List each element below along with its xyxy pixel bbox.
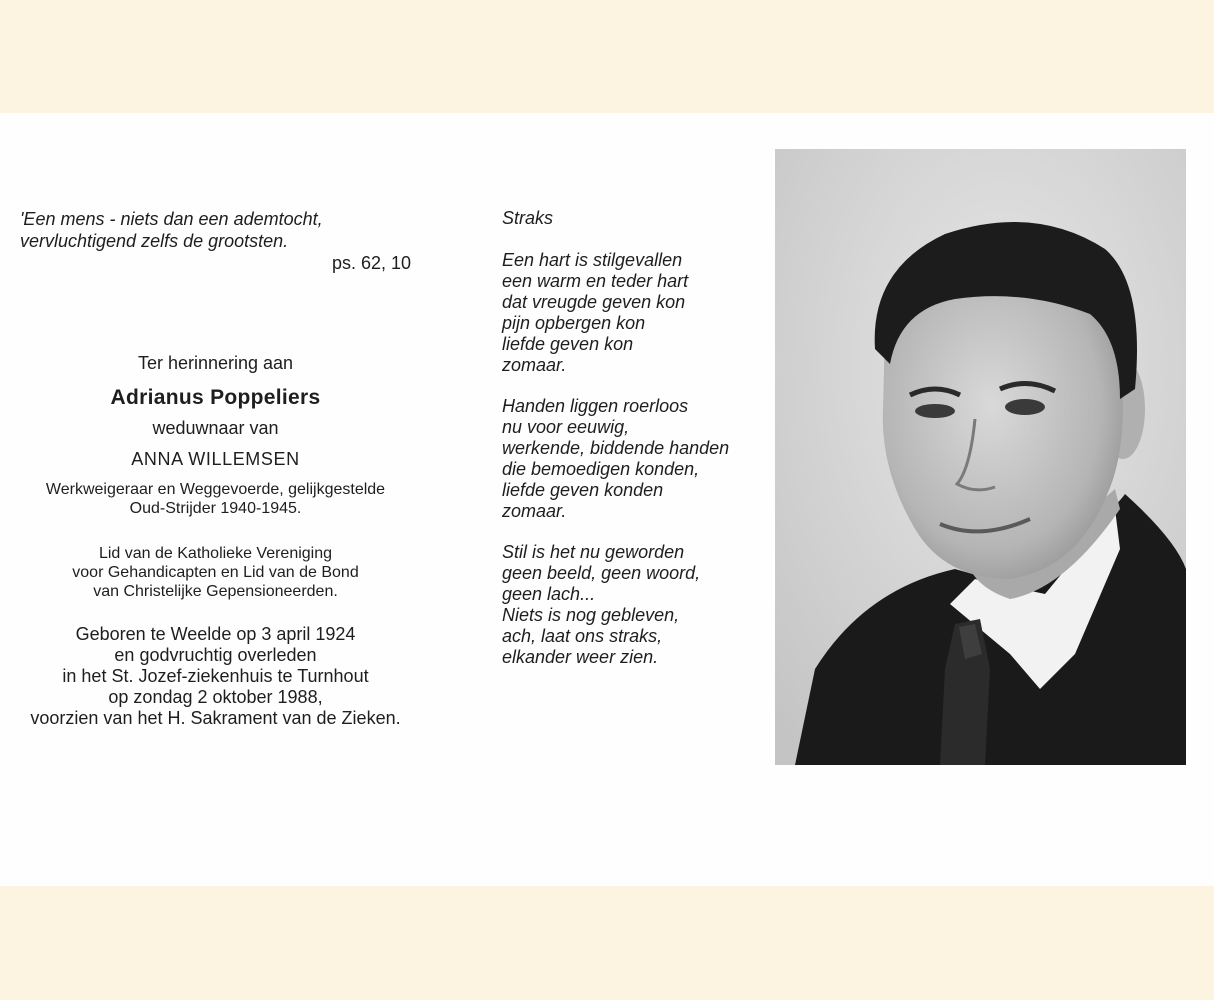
memorial-intro: Ter herinnering aan: [137, 353, 294, 373]
psalm-quote: [18, 208, 413, 252]
role-text: [18, 480, 413, 518]
role-line: Oud-Strijder 1940-1945.: [129, 500, 302, 517]
poem-line: liefde geven kon: [502, 334, 634, 354]
relation-text: weduwnaar van: [152, 418, 279, 438]
life-line: in het St. Jozef-ziekenhuis te Turnhout: [62, 666, 369, 686]
poem-line: Een hart is stilgevallen: [502, 250, 683, 270]
poem-line: dat vreugde geven kon: [502, 292, 686, 312]
poem-line: zomaar.: [502, 355, 567, 375]
poem-line: geen lach...: [502, 584, 596, 604]
quote-line: vervluchtigend zelfs de grootsten.: [20, 231, 289, 251]
poem-line: een warm en teder hart: [502, 271, 689, 291]
poem-line: liefde geven konden: [502, 480, 664, 500]
poem-line: nu voor eeuwig,: [502, 417, 630, 437]
psalm-reference: ps. 62, 10: [331, 253, 411, 273]
life-line: Geboren te Weelde op 3 april 1924: [75, 624, 356, 644]
poem-line: elkander weer zien.: [502, 647, 659, 667]
poem-stanza: [502, 542, 762, 668]
role-line: Werkweigeraar en Weggevoerde, gelijkgestelde: [45, 481, 386, 498]
poem-title: Straks: [502, 208, 554, 228]
memorial-card: [0, 113, 1214, 886]
poem-line: werkende, biddende handen: [502, 438, 730, 458]
poem: [502, 208, 762, 688]
poem-line: Handen liggen roerloos: [502, 396, 689, 416]
deceased-name: Adrianus Poppeliers: [110, 386, 321, 409]
life-line: voorzien van het H. Sakrament van de Zieken.: [30, 708, 401, 728]
membership-line: Lid van de Katholieke Vereniging: [98, 545, 333, 562]
poem-stanza: [502, 396, 762, 522]
life-dates-text: [18, 624, 413, 729]
quote-line: 'Een mens - niets dan een ademtocht,: [20, 209, 323, 229]
membership-text: [18, 544, 413, 601]
poem-line: geen beeld, geen woord,: [502, 563, 701, 583]
poem-line: Stil is het nu geworden: [502, 542, 685, 562]
membership-line: voor Gehandicapten en Lid van de Bond: [72, 564, 359, 581]
poem-line: die bemoedigen konden,: [502, 459, 700, 479]
life-line: op zondag 2 oktober 1988,: [108, 687, 323, 707]
poem-line: pijn opbergen kon: [502, 313, 646, 333]
poem-line: ach, laat ons straks,: [502, 626, 663, 646]
membership-line: van Christelijke Gepensioneerden.: [93, 583, 338, 600]
poem-line: zomaar.: [502, 501, 567, 521]
poem-line: Niets is nog gebleven,: [502, 605, 680, 625]
left-column: [18, 208, 413, 729]
poem-stanza: [502, 250, 762, 376]
spouse-name: ANNA WILLEMSEN: [131, 449, 300, 469]
life-line: en godvruchtig overleden: [114, 645, 317, 665]
portrait-illustration: [775, 149, 1186, 765]
portrait-photo: [775, 149, 1186, 765]
